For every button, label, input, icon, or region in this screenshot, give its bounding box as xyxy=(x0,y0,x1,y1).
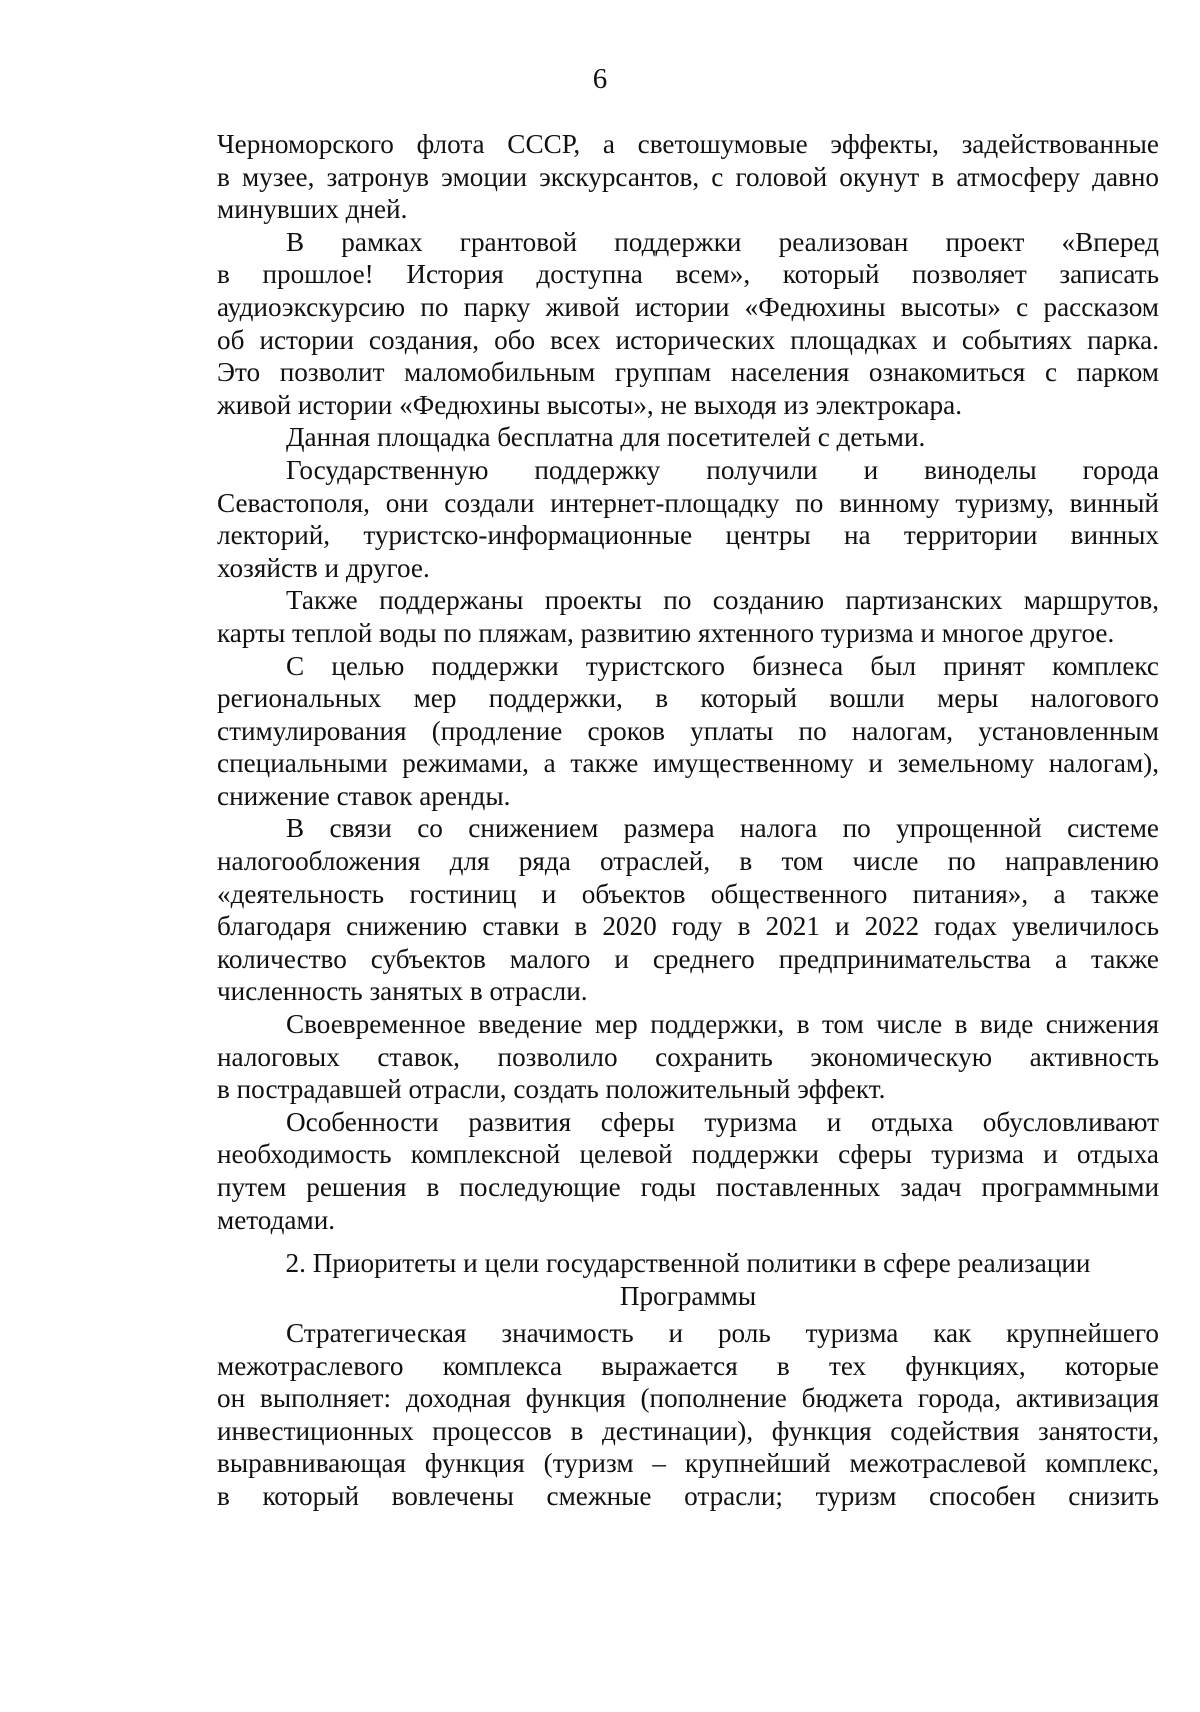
text-line: В рамках грантовой поддержки реализован проект «Вперед xyxy=(286,226,1159,257)
text-line: Своевременное введение мер поддержки, в том числе в виде снижения xyxy=(286,1009,1159,1040)
paragraph xyxy=(217,650,1159,813)
text-line: В связи со снижением размера налога по упрощенной системе xyxy=(286,813,1159,844)
text-line: хозяйств и другое. xyxy=(217,552,430,583)
paragraph xyxy=(217,421,1159,454)
text-line: С целью поддержки туристского бизнеса был принят комплекс xyxy=(286,650,1159,681)
text-line: он выполняет: доходная функция (пополнение бюджета города, активизация xyxy=(217,1383,1159,1414)
section-heading xyxy=(217,1247,1159,1312)
text-line: Данная площадка бесплатна для посетителей с детьми. xyxy=(286,422,926,453)
text-line: количество субъектов малого и среднего предпринимательства а также xyxy=(217,943,1159,974)
paragraph xyxy=(217,1106,1159,1236)
body-text-before-heading xyxy=(217,128,1159,1236)
text-line: Это позволит маломобильным группам населения ознакомиться с парком xyxy=(217,357,1159,388)
text-line: Государственную поддержку получили и виноделы города xyxy=(286,454,1159,485)
text-line: численность занятых в отрасли. xyxy=(217,976,588,1007)
text-line: специальными режимами, а также имущественному и земельному налогам), xyxy=(217,748,1159,779)
text-line: Особенности развития сферы туризма и отдыха обусловливают xyxy=(286,1106,1159,1137)
text-line: живой истории «Федюхины высоты», не выходя из электрокара. xyxy=(217,389,962,420)
text-line: налоговых ставок, позволило сохранить экономическую активность xyxy=(217,1041,1159,1072)
text-line: Севастополя, они создали интернет-площадку по винному туризму, винный xyxy=(217,487,1159,518)
text-line: методами. xyxy=(217,1204,336,1235)
text-line: аудиоэкскурсию по парку живой истории «Федюхины высоты» с рассказом xyxy=(217,291,1159,322)
text-line: лекторий, туристско-информационные центры на территории винных xyxy=(217,520,1159,551)
text-line: путем решения в последующие годы поставленных задач программными xyxy=(217,1172,1159,1202)
body-text-after-heading xyxy=(217,1317,1159,1513)
text-line: Также поддержаны проекты по созданию партизанских маршрутов, xyxy=(286,585,1159,616)
paragraph xyxy=(217,1008,1159,1106)
text-line: «деятельность гостиниц и объектов общественного питания», а также xyxy=(217,878,1159,909)
text-line: стимулирования (продление сроков уплаты по налогам, установленным xyxy=(217,715,1159,746)
text-line: в музее, затронув эмоции экскурсантов, с головой окунут в атмосферу давно xyxy=(217,161,1159,192)
text-line: карты теплой воды по пляжам, развитию яхтенного туризма и многое другое. xyxy=(217,617,1115,648)
page-number: 6 xyxy=(592,63,608,95)
text-line: Стратегическая значимость и роль туризма как крупнейшего xyxy=(286,1318,1159,1348)
text-line: инвестиционных процессов в дестинации), функция содействия занятости, xyxy=(217,1415,1159,1446)
text-line: в прошлое! История доступна всем», который позволяет записать xyxy=(217,259,1159,290)
paragraph xyxy=(217,128,1159,226)
text-line: минувших дней. xyxy=(217,194,408,225)
text-line: благодаря снижению ставки в 2020 году в 2021 и 2022 годах увеличилось xyxy=(217,911,1159,942)
text-line: в пострадавшей отрасли, создать положительный эффект. xyxy=(217,1074,886,1105)
text-line: межотраслевого комплекса выражается в тех функциях, которые xyxy=(217,1350,1159,1381)
paragraph xyxy=(217,226,1159,422)
paragraph xyxy=(217,1317,1159,1513)
paragraph xyxy=(217,454,1159,584)
section-heading-line: 2. Приоритеты и цели государственной политики в сфере реализации xyxy=(285,1248,1091,1278)
text-line: об истории создания, обо всех исторических площадках и событиях парка. xyxy=(217,324,1159,355)
text-line: Черноморского флота СССР, а светошумовые эффекты, задействованные xyxy=(217,129,1159,159)
section-heading-line: Программы xyxy=(619,1280,757,1311)
paragraph xyxy=(217,812,1159,1008)
text-line: налогообложения для ряда отраслей, в том числе по направлению xyxy=(217,846,1159,877)
text-line: снижение ставок аренды. xyxy=(217,780,511,811)
text-line: региональных мер поддержки, в который вошли меры налогового xyxy=(217,683,1159,714)
text-line: необходимость комплексной целевой поддержки сферы туризма и отдыха xyxy=(217,1139,1159,1170)
paragraph xyxy=(217,584,1159,649)
text-line: в который вовлечены смежные отрасли; туризм способен снизить xyxy=(217,1480,1159,1511)
text-line: выравнивающая функция (туризм – крупнейший межотраслевой комплекс, xyxy=(217,1448,1159,1479)
